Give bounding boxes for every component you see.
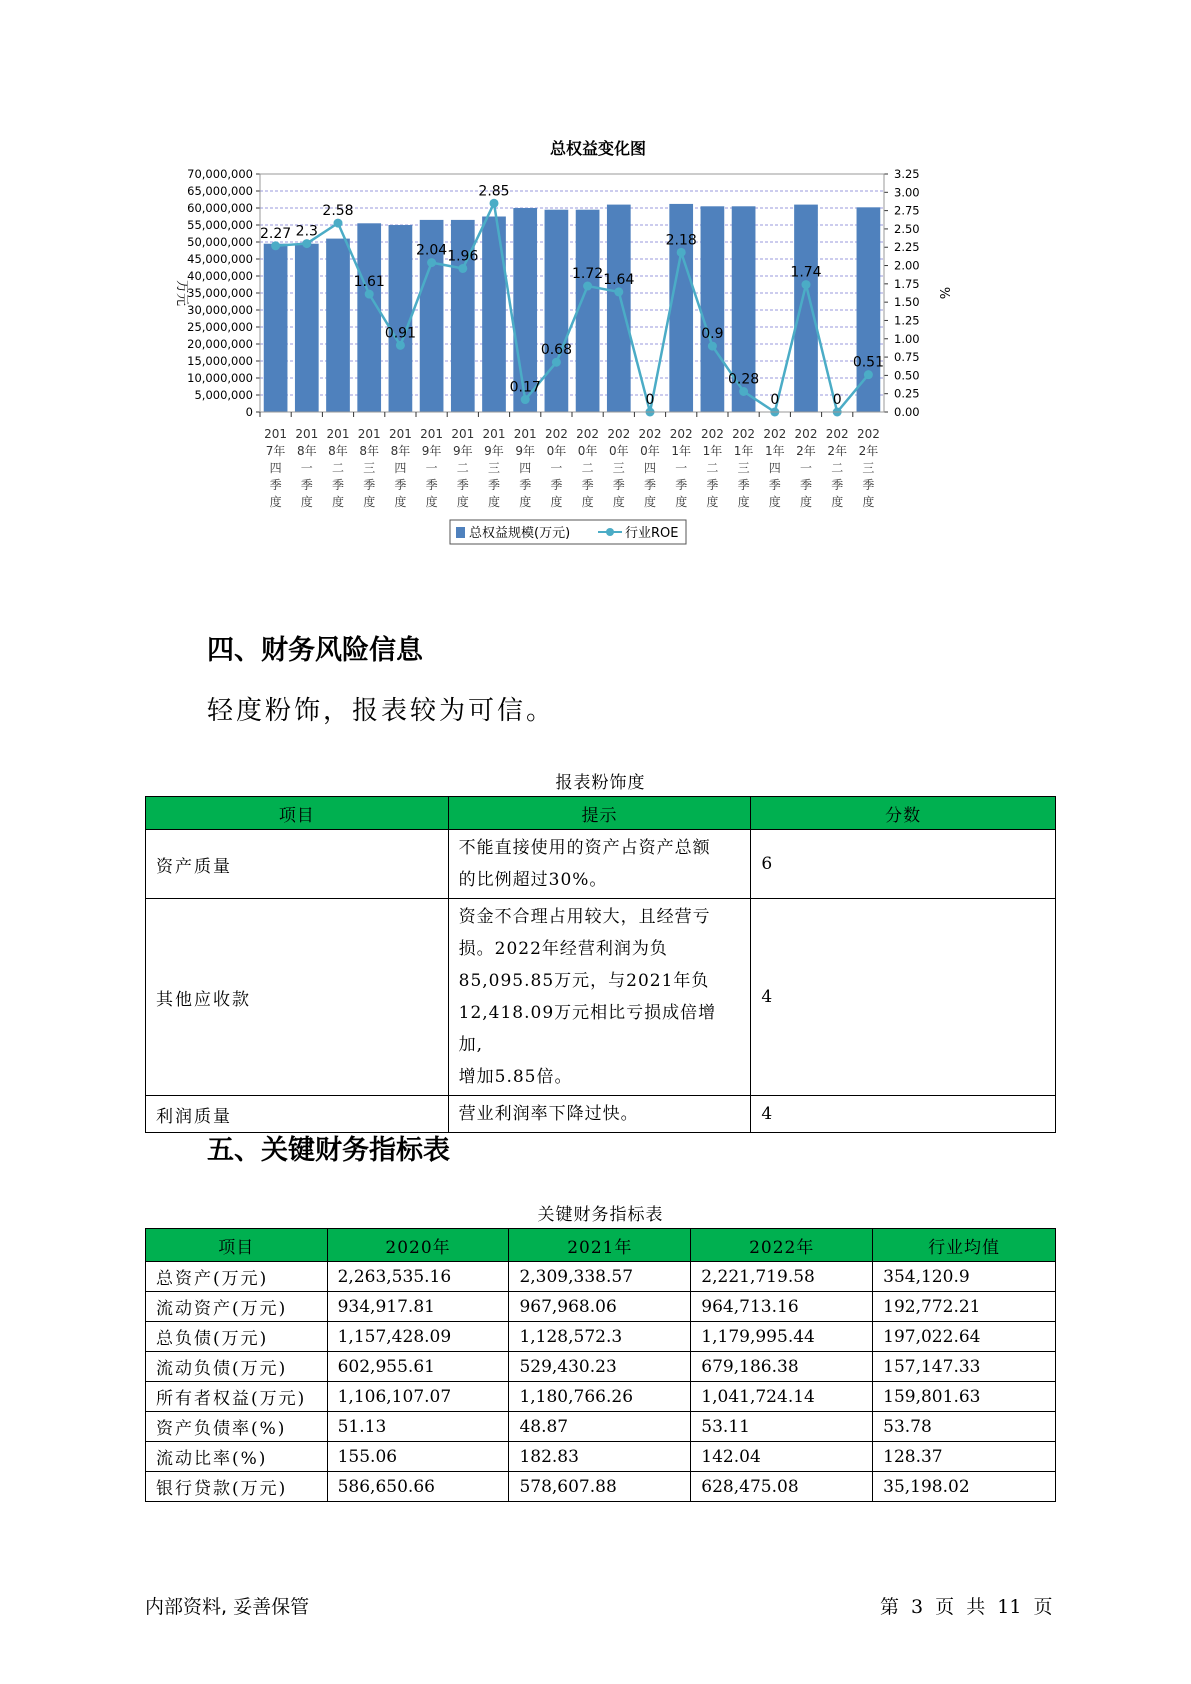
y-left-tick-label: 60,000,000	[187, 201, 253, 215]
roe-point	[271, 241, 280, 250]
x-tick-label: 度	[862, 495, 875, 509]
x-tick-label: 四	[394, 461, 407, 475]
metric-name: 银行贷款(万元)	[146, 1472, 328, 1502]
whitewash-table-caption: 报表粉饰度	[555, 773, 646, 793]
y-left-tick-label: 20,000,000	[187, 337, 253, 351]
x-tick-label: 三	[612, 461, 625, 475]
equity-change-chart	[160, 130, 1040, 600]
x-tick-label: 季	[862, 478, 875, 492]
x-tick-label: 季	[394, 478, 407, 492]
x-tick-label: 度	[706, 495, 719, 509]
risk-hint-line: 85,095.85万元，与2021年负	[458, 971, 710, 991]
roe-point	[427, 258, 436, 267]
roe-data-label: 2.04	[416, 242, 448, 259]
roe-point	[708, 342, 717, 351]
x-tick-label: 1年	[764, 444, 785, 458]
risk-summary: 轻度粉饰，报表较为可信。	[207, 696, 556, 726]
risk-hint-line: 增加5.85倍。	[458, 1067, 573, 1087]
roe-point	[521, 395, 530, 404]
x-tick-label: 季	[768, 478, 781, 492]
x-tick-label: 季	[581, 478, 594, 492]
roe-point	[739, 387, 748, 396]
roe-data-label: 2.27	[260, 225, 292, 242]
value-2022: 964,713.16	[691, 1292, 873, 1322]
x-tick-label: 度	[799, 495, 813, 509]
x-tick-label: 202	[576, 427, 600, 441]
value-2020: 1,157,428.09	[327, 1322, 509, 1352]
x-tick-label: 季	[799, 478, 813, 492]
table-row	[146, 1442, 1056, 1472]
value-2022: 679,186.38	[691, 1352, 873, 1382]
legend-line-marker	[606, 528, 614, 536]
roe-point	[302, 239, 311, 248]
x-tick-label: 度	[581, 495, 594, 509]
y-right-tick-label: 2.75	[894, 203, 920, 218]
risk-hint-line: 损。2022年经营利润为负	[458, 939, 668, 959]
value-industry-avg: 159,801.63	[873, 1382, 1056, 1412]
x-tick-label: 9年	[452, 444, 473, 458]
y-right-tick-label: 0.00	[894, 405, 920, 419]
equity-bar	[389, 225, 413, 412]
x-tick-label: 1年	[733, 444, 754, 458]
equity-bar	[857, 207, 881, 412]
x-tick-label: 8年	[390, 444, 411, 458]
x-tick-label: 一	[425, 461, 438, 475]
x-tick-label: 度	[675, 495, 688, 509]
equity-bar	[576, 210, 600, 412]
x-tick-label: 2年	[827, 444, 848, 458]
y-left-tick-label: 35,000,000	[187, 286, 253, 300]
x-tick-label: 度	[831, 495, 844, 509]
header-industry-avg: 行业均值	[873, 1229, 1056, 1262]
table-row	[146, 1096, 1056, 1133]
x-tick-label: 201	[326, 427, 350, 441]
section-5-heading: 五、关键财务指标表	[207, 1135, 450, 1166]
x-tick-label: 四	[269, 461, 282, 475]
value-2020: 2,263,535.16	[327, 1262, 509, 1292]
value-2021: 1,180,766.26	[509, 1382, 691, 1412]
x-tick-label: 202	[763, 427, 787, 441]
x-tick-label: 201	[513, 427, 537, 441]
table-header-row	[146, 797, 1056, 830]
metric-name: 资产负债率(%)	[146, 1412, 328, 1442]
metric-name: 总资产(万元)	[146, 1262, 328, 1292]
header-score: 分数	[751, 797, 1056, 830]
x-tick-label: 度	[550, 495, 563, 509]
equity-bar	[794, 205, 818, 412]
value-2022: 2,221,719.58	[691, 1262, 873, 1292]
value-industry-avg: 157,147.33	[873, 1352, 1056, 1382]
x-tick-label: 季	[456, 478, 469, 492]
x-tick-label: 度	[456, 495, 469, 509]
table-row	[146, 1262, 1056, 1292]
header-2020: 2020年	[327, 1229, 509, 1262]
legend-bar-swatch	[456, 527, 465, 538]
x-tick-label: 季	[331, 478, 345, 492]
roe-data-label: 1.61	[353, 274, 385, 291]
y-left-tick-label: 10,000,000	[187, 371, 253, 385]
x-tick-label: 1年	[702, 444, 723, 458]
equity-bar	[357, 223, 381, 412]
x-tick-label: 季	[300, 478, 313, 492]
risk-hint-line: 不能直接使用的资产占资产总额	[458, 838, 711, 858]
x-tick-label: 三	[862, 461, 875, 475]
y-left-tick-label: 25,000,000	[187, 320, 253, 334]
x-tick-label: 度	[394, 495, 407, 509]
equity-bar	[701, 206, 725, 412]
table-row	[146, 1322, 1056, 1352]
x-tick-label: 1年	[671, 444, 692, 458]
x-tick-label: 四	[643, 461, 657, 475]
table-row	[146, 1352, 1056, 1382]
x-tick-label: 2年	[858, 444, 879, 458]
x-tick-label: 202	[607, 427, 631, 441]
value-2021: 967,968.06	[509, 1292, 691, 1322]
table-row	[146, 1292, 1056, 1322]
risk-score: 6	[751, 830, 1056, 899]
y-left-tick-label: 55,000,000	[187, 218, 253, 232]
x-tick-label: 季	[737, 478, 750, 492]
roe-point	[583, 282, 592, 291]
value-2021: 48.87	[509, 1412, 691, 1442]
roe-data-label: 2.85	[478, 183, 510, 200]
y-left-tick-label: 15,000,000	[187, 354, 253, 368]
value-industry-avg: 35,198.02	[873, 1472, 1056, 1502]
value-industry-avg: 354,120.9	[873, 1262, 1056, 1292]
value-2022: 142.04	[691, 1442, 873, 1472]
y-left-tick-label: 5,000,000	[194, 388, 253, 402]
header-item: 项目	[146, 1229, 328, 1262]
y-left-tick-label: 0	[245, 405, 253, 419]
equity-bar	[545, 210, 569, 412]
x-tick-label: 度	[425, 495, 438, 509]
x-tick-label: 四	[768, 461, 781, 475]
value-2022: 1,179,995.44	[691, 1322, 873, 1352]
roe-data-label: 0.91	[384, 325, 416, 342]
x-tick-label: 季	[643, 478, 657, 492]
x-tick-label: 9年	[421, 444, 442, 458]
metric-name: 总负债(万元)	[146, 1322, 328, 1352]
y-left-tick-label: 65,000,000	[187, 184, 253, 198]
legend-bar-label: 总权益规模(万元)	[469, 526, 571, 541]
roe-point	[490, 199, 499, 208]
x-tick-label: 季	[363, 478, 376, 492]
equity-bar	[295, 244, 319, 412]
risk-hint-line: 资金不合理占用较大，且经营亏	[458, 907, 711, 927]
value-2020: 51.13	[327, 1412, 509, 1442]
roe-point	[677, 248, 686, 257]
x-tick-label: 0年	[640, 444, 660, 458]
x-tick-label: 三	[487, 461, 501, 475]
risk-hint-line: 的比例超过30%。	[458, 870, 608, 890]
x-tick-label: 一	[300, 461, 313, 475]
data-labels	[260, 183, 884, 408]
x-tick-label: 0年	[577, 444, 598, 458]
value-2021: 578,607.88	[509, 1472, 691, 1502]
y-left-axis-title: 万元	[174, 279, 189, 307]
value-2021: 2,309,338.57	[509, 1262, 691, 1292]
x-tick-label: 8年	[296, 444, 317, 458]
y-right-tick-label: 2.00	[894, 258, 920, 273]
y-right-tick-label: 1.00	[894, 331, 920, 346]
table-row	[146, 899, 1056, 1096]
x-tick-label: 季	[425, 478, 438, 492]
roe-data-label: 0.28	[728, 371, 760, 388]
x-tick-label: 202	[544, 427, 568, 441]
whitewash-table	[145, 796, 1056, 1133]
risk-score: 4	[751, 899, 1056, 1096]
table-row	[146, 1382, 1056, 1412]
y-left-tick-label: 40,000,000	[187, 269, 253, 283]
header-2022: 2022年	[691, 1229, 873, 1262]
y-right-tick-label: 0.25	[894, 386, 920, 401]
x-tick-label: 8年	[328, 444, 348, 458]
x-tick-label: 二	[831, 461, 844, 475]
roe-point	[458, 264, 467, 273]
x-tick-label: 度	[363, 495, 376, 509]
roe-point	[552, 358, 561, 367]
header-2021: 2021年	[509, 1229, 691, 1262]
chart-title: 总权益变化图	[549, 139, 647, 158]
value-2020: 934,917.81	[327, 1292, 509, 1322]
x-tick-label: 二	[581, 461, 594, 475]
key-metrics-table	[145, 1228, 1056, 1502]
y-left-tick-label: 50,000,000	[187, 235, 253, 249]
x-tick-label: 度	[519, 495, 532, 509]
risk-hint-line: 12,418.09万元相比亏损成倍增加,	[458, 1003, 717, 1055]
x-tick-label: 一	[675, 461, 688, 475]
roe-data-label: 1.74	[790, 264, 822, 281]
roe-point	[614, 287, 623, 296]
y-left-tick-label: 70,000,000	[187, 167, 253, 181]
equity-bar	[607, 205, 631, 412]
x-tick-label: 度	[269, 495, 282, 509]
x-tick-label: 0年	[608, 444, 629, 458]
x-tick-label: 季	[675, 478, 688, 492]
x-tick-label: 201	[420, 427, 444, 441]
x-tick-label: 201	[482, 427, 506, 441]
x-tick-label: 度	[331, 495, 345, 509]
x-tick-label: 三	[363, 461, 376, 475]
value-2022: 1,041,724.14	[691, 1382, 873, 1412]
risk-hint	[448, 899, 751, 1096]
table-row	[146, 830, 1056, 899]
x-tick-label: 三	[737, 461, 750, 475]
value-2021: 529,430.23	[509, 1352, 691, 1382]
roe-data-label: 1.64	[603, 271, 635, 288]
x-tick-label: 201	[295, 427, 319, 441]
y-right-tick-label: 1.25	[894, 313, 920, 328]
y-right-tick-label: 2.25	[894, 240, 920, 255]
x-tick-label: 201	[451, 427, 475, 441]
x-tick-label: 202	[794, 427, 818, 441]
x-tick-label: 202	[669, 427, 693, 441]
table-row	[146, 1412, 1056, 1442]
x-tick-label: 季	[519, 478, 532, 492]
risk-item: 资产质量	[146, 830, 449, 899]
value-industry-avg: 128.37	[873, 1442, 1056, 1472]
risk-item: 其他应收款	[146, 899, 449, 1096]
y-left-tick-label: 30,000,000	[187, 303, 253, 317]
x-tick-label: 201	[388, 427, 412, 441]
value-industry-avg: 197,022.64	[873, 1322, 1056, 1352]
value-2022: 53.11	[691, 1412, 873, 1442]
x-tick-label: 二	[331, 461, 345, 475]
x-tick-label: 度	[612, 495, 625, 509]
roe-data-label: 0.9	[701, 326, 724, 343]
section-4-heading: 四、财务风险信息	[207, 635, 423, 666]
header-hint: 提示	[448, 797, 751, 830]
x-tick-label: 度	[737, 495, 750, 509]
table-row	[146, 1472, 1056, 1502]
value-industry-avg: 53.78	[873, 1412, 1056, 1442]
y-right-axis-title: %	[936, 286, 951, 300]
roe-point	[365, 290, 374, 299]
x-tick-label: 202	[856, 427, 880, 441]
x-tick-label: 度	[300, 495, 313, 509]
risk-item: 利润质量	[146, 1096, 449, 1133]
metric-name: 所有者权益(万元)	[146, 1382, 328, 1412]
x-tick-label: 季	[831, 478, 844, 492]
x-tick-label: 季	[706, 478, 719, 492]
footer-confidential: 内部资料, 妥善保管	[145, 1596, 310, 1618]
roe-point	[864, 370, 873, 379]
value-2020: 155.06	[327, 1442, 509, 1472]
roe-data-label: 1.72	[572, 266, 604, 283]
x-tick-label: 度	[768, 495, 781, 509]
key-metrics-table-caption: 关键财务指标表	[537, 1205, 664, 1225]
x-tick-label: 二	[706, 461, 719, 475]
equity-bar	[264, 244, 288, 412]
roe-data-label: 1.96	[447, 248, 479, 265]
x-tick-label: 一	[799, 461, 813, 475]
x-tick-label: 201	[357, 427, 381, 441]
roe-point	[334, 219, 343, 228]
x-tick-label: 2年	[796, 444, 816, 458]
roe-data-label: 2.18	[665, 232, 697, 249]
y-left-tick-label: 45,000,000	[187, 252, 253, 266]
x-tick-label: 度	[643, 495, 657, 509]
roe-data-label: 0.68	[540, 342, 572, 359]
risk-score: 4	[751, 1096, 1056, 1133]
equity-bar	[482, 217, 506, 413]
risk-hint-line: 营业利润率下降过快。	[458, 1104, 639, 1124]
y-right-tick-label: 1.50	[894, 295, 920, 310]
value-2020: 1,106,107.07	[327, 1382, 509, 1412]
value-2022: 628,475.08	[691, 1472, 873, 1502]
metric-name: 流动负债(万元)	[146, 1352, 328, 1382]
legend-line-label: 行业ROE	[625, 526, 679, 541]
roe-point	[396, 341, 405, 350]
x-tick-label: 季	[269, 478, 282, 492]
value-2021: 182.83	[509, 1442, 691, 1472]
x-tick-label: 季	[612, 478, 625, 492]
roe-data-label: 0	[770, 392, 780, 408]
x-tick-label: 202	[638, 427, 662, 441]
roe-data-label: 0.51	[852, 354, 884, 371]
roe-point	[802, 280, 811, 289]
x-tick-label: 202	[825, 427, 849, 441]
x-tick-label: 202	[732, 427, 756, 441]
value-2021: 1,128,572.3	[509, 1322, 691, 1352]
y-right-tick-label: 0.50	[894, 368, 920, 383]
roe-data-label: 2.3	[295, 223, 318, 240]
x-tick-label: 8年	[359, 444, 380, 458]
roe-data-label: 0	[832, 392, 842, 408]
risk-hint	[448, 830, 751, 899]
x-tick-label: 四	[519, 461, 532, 475]
metric-name: 流动比率(%)	[146, 1442, 328, 1472]
roe-data-label: 0	[645, 392, 655, 408]
x-tick-label: 季	[550, 478, 563, 492]
chart-legend	[450, 520, 686, 544]
header-item: 项目	[146, 797, 449, 830]
footer-page-number: 第 3 页 共 11 页	[880, 1596, 1053, 1618]
y-right-tick-label: 3.25	[894, 167, 920, 181]
x-tick-label: 9年	[515, 444, 536, 458]
y-right-tick-label: 1.75	[894, 276, 920, 291]
roe-data-label: 2.58	[322, 203, 354, 220]
y-right-tick-label: 3.00	[894, 185, 920, 200]
bar-series	[264, 204, 881, 412]
equity-bar	[326, 239, 350, 412]
x-tick-label: 201	[264, 427, 288, 441]
metric-name: 流动资产(万元)	[146, 1292, 328, 1322]
x-tick-label: 7年	[265, 444, 286, 458]
x-tick-label: 0年	[546, 444, 567, 458]
x-tick-label: 度	[487, 495, 501, 509]
y-right-tick-label: 2.50	[894, 221, 920, 236]
table-header-row	[146, 1229, 1056, 1262]
value-2020: 602,955.61	[327, 1352, 509, 1382]
x-tick-label: 季	[487, 478, 501, 492]
x-tick-label: 二	[456, 461, 469, 475]
y-right-tick-label: 0.75	[894, 350, 920, 365]
x-tick-label: 9年	[484, 444, 504, 458]
x-tick-label: 202	[700, 427, 724, 441]
roe-data-label: 0.17	[509, 379, 541, 396]
value-2020: 586,650.66	[327, 1472, 509, 1502]
x-tick-label: 一	[550, 461, 563, 475]
risk-hint	[448, 1096, 751, 1133]
value-industry-avg: 192,772.21	[873, 1292, 1056, 1322]
